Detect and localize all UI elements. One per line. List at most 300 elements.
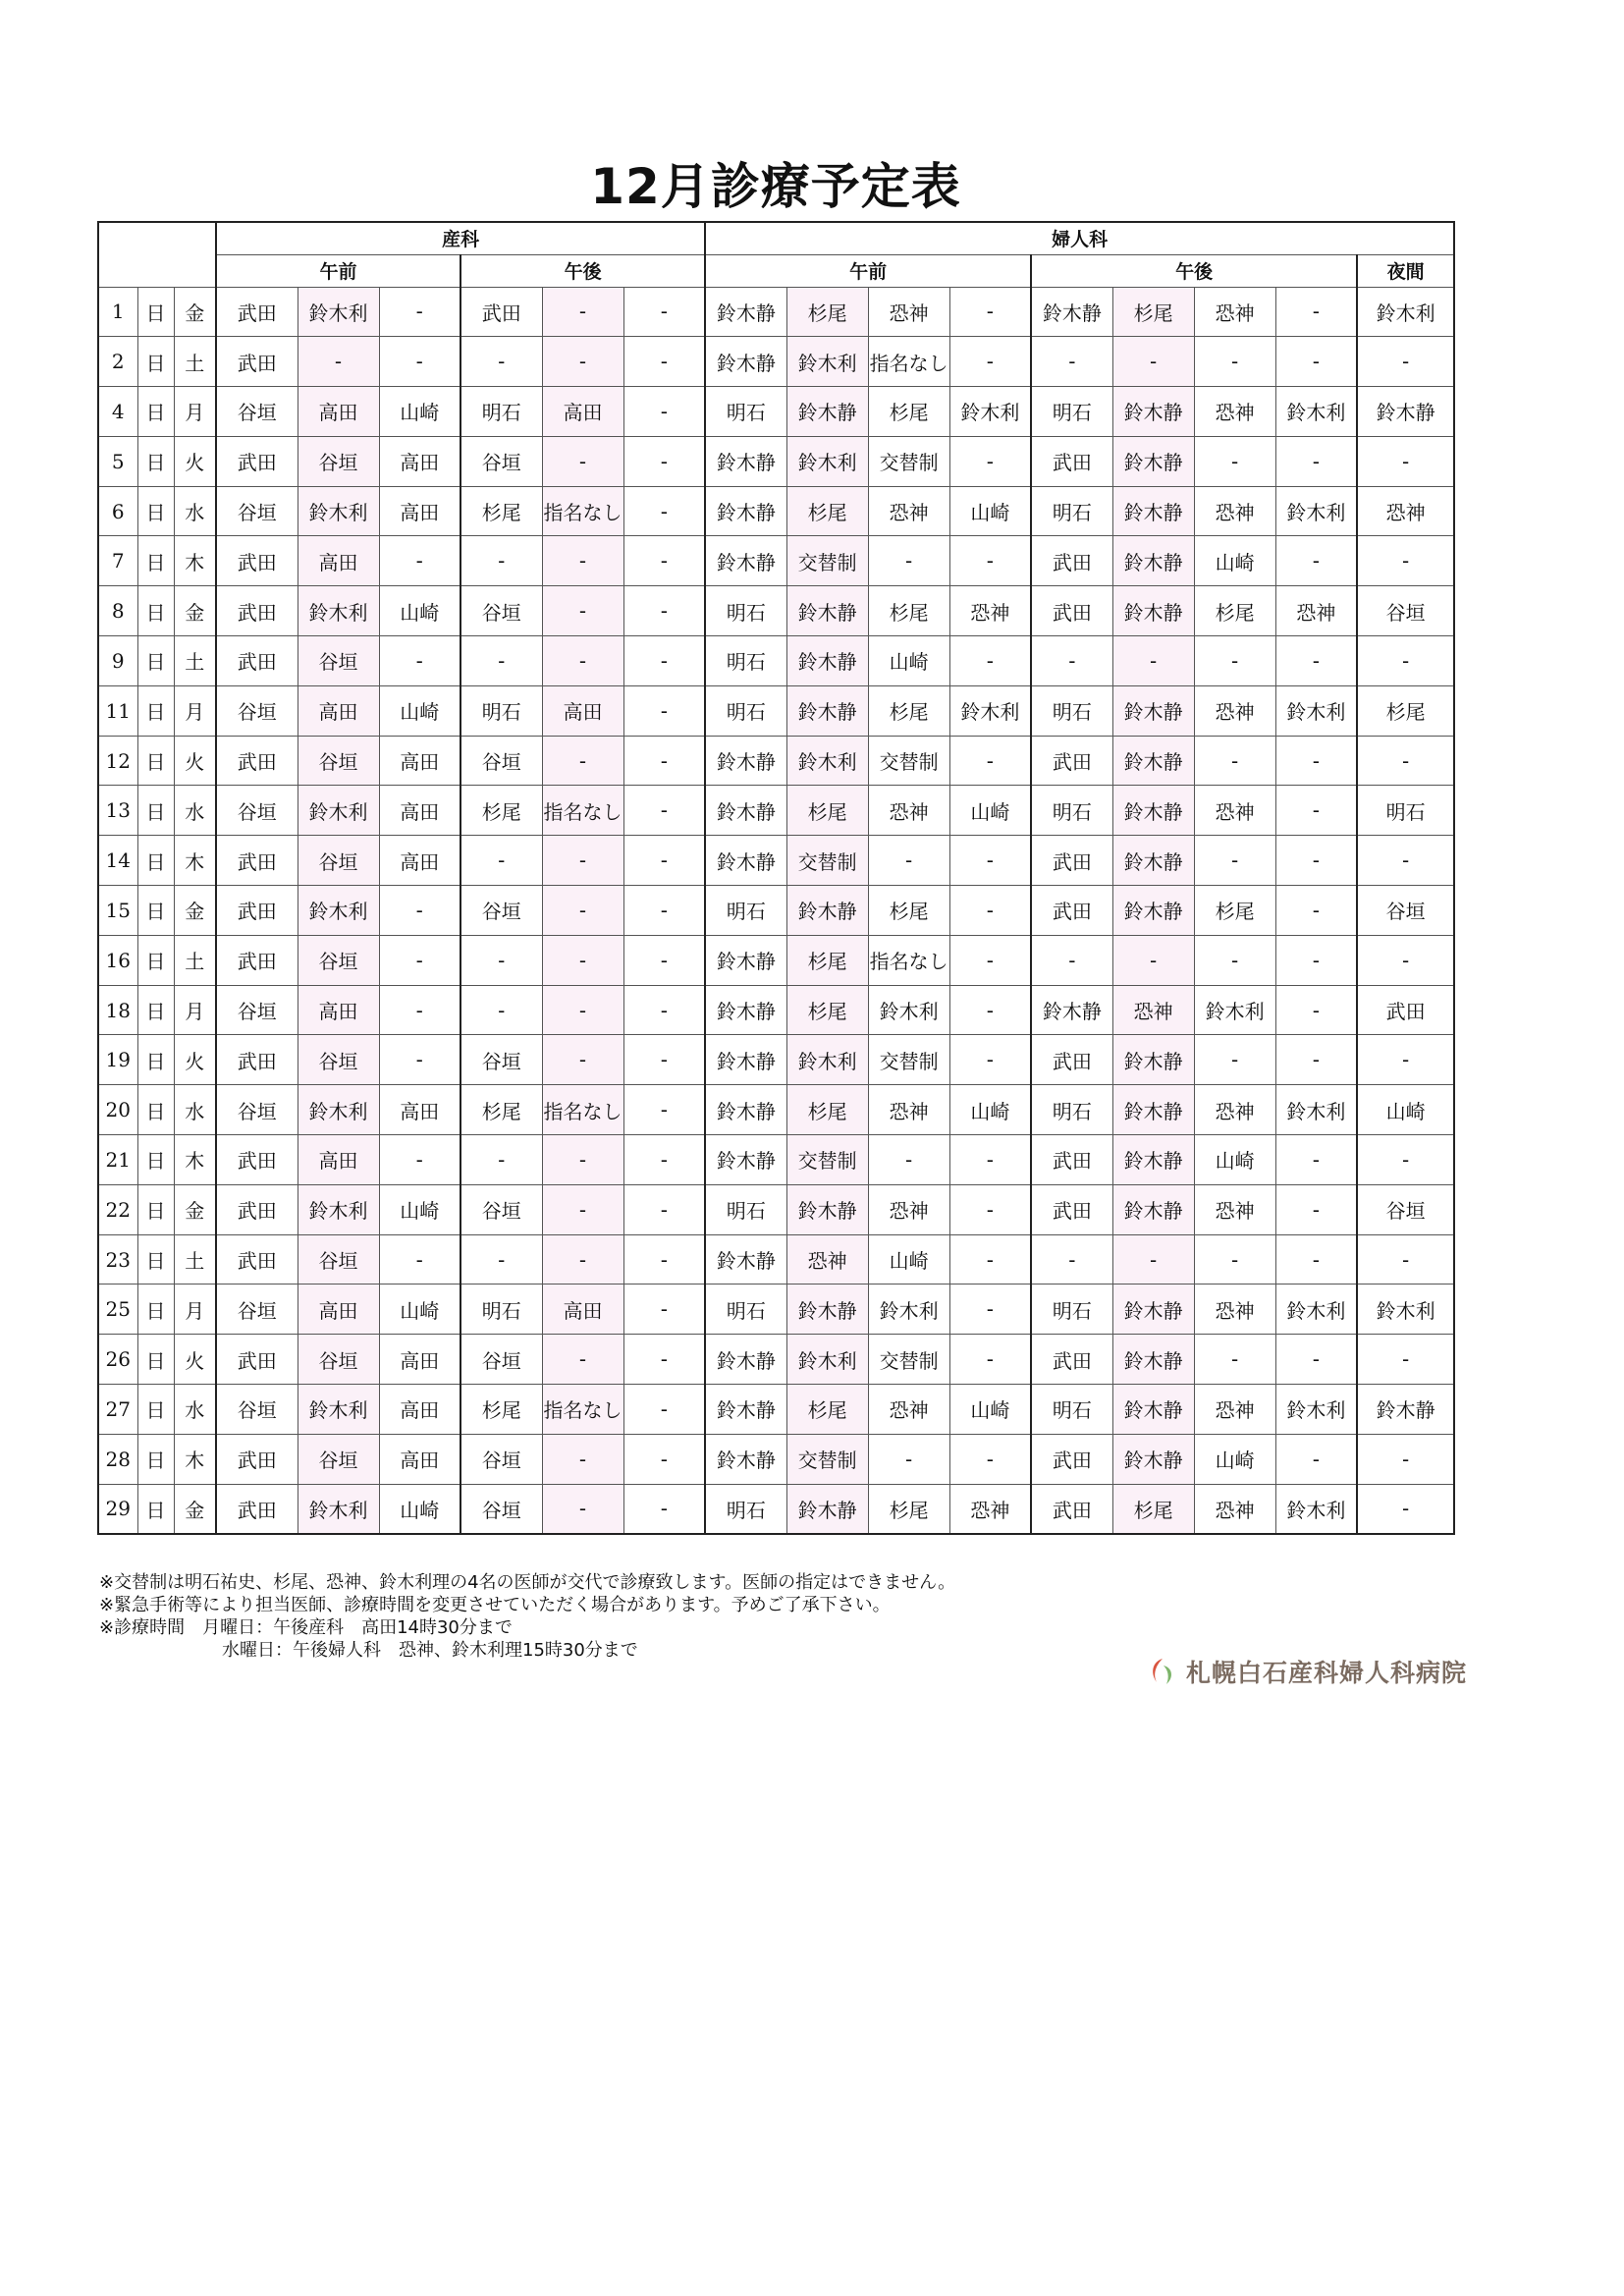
doctor-cell: 高田 (379, 736, 460, 786)
weekday-cell: 水 (174, 1385, 216, 1435)
date-cell: 23 (98, 1234, 137, 1285)
doctor-cell: - (949, 436, 1031, 486)
doctor-cell: 谷垣 (460, 436, 542, 486)
table-row (98, 736, 1454, 786)
doctor-cell: 高田 (379, 1385, 460, 1435)
doctor-cell: 鈴木利 (1275, 1085, 1357, 1135)
doctor-cell: - (949, 1035, 1031, 1085)
doctor-cell: 谷垣 (298, 1335, 379, 1385)
hospital-logo-icon (1147, 1656, 1178, 1687)
doctor-cell: 谷垣 (216, 387, 298, 437)
doctor-cell: 杉尾 (460, 486, 542, 536)
doctor-cell: - (1194, 1234, 1275, 1285)
doctor-cell: - (1194, 836, 1275, 886)
weekday-cell: 金 (174, 886, 216, 936)
doctor-cell: 谷垣 (1357, 1184, 1454, 1234)
doctor-cell: 谷垣 (460, 1184, 542, 1234)
doctor-cell: 鈴木静 (1112, 536, 1194, 586)
doctor-cell: 武田 (460, 287, 542, 337)
doctor-cell: 高田 (379, 1085, 460, 1135)
doctor-cell: 高田 (379, 836, 460, 886)
doctor-cell: 鈴木利 (786, 1335, 868, 1385)
doctor-cell: 明石 (1031, 1285, 1112, 1335)
doctor-cell: - (1275, 1335, 1357, 1385)
note-line: ※交替制は明石祐史、杉尾、恐神、鈴木利理の4名の医師が交代で診療致します。医師の指定はできません。 (99, 1572, 956, 1593)
doctor-cell: - (542, 1035, 623, 1085)
table-row (98, 536, 1454, 586)
doctor-cell: - (379, 1135, 460, 1185)
table-row (98, 337, 1454, 387)
doctor-cell: 山崎 (1194, 1434, 1275, 1484)
doctor-cell: - (1275, 1234, 1357, 1285)
doctor-cell: 杉尾 (460, 786, 542, 836)
doctor-cell: 武田 (1031, 536, 1112, 586)
doctor-cell: - (623, 1135, 705, 1185)
doctor-cell: 武田 (216, 736, 298, 786)
doctor-cell: 武田 (1031, 586, 1112, 636)
doctor-cell: 谷垣 (216, 685, 298, 736)
doctor-cell: 恐神 (1194, 387, 1275, 437)
doctor-cell: 鈴木利 (1194, 985, 1275, 1035)
doctor-cell: 杉尾 (786, 1085, 868, 1135)
hospital-name: 札幌白石産科婦人科病院 (1186, 1659, 1468, 1687)
doctor-cell: 鈴木静 (705, 1434, 786, 1484)
doctor-cell: 谷垣 (216, 985, 298, 1035)
doctor-cell: 山崎 (949, 1085, 1031, 1135)
doctor-cell: 谷垣 (460, 886, 542, 936)
doctor-cell: - (542, 586, 623, 636)
doctor-cell: 高田 (298, 1135, 379, 1185)
doctor-cell: 武田 (216, 1484, 298, 1534)
doctor-cell: 武田 (216, 935, 298, 985)
doctor-cell: 恐神 (868, 1085, 949, 1135)
doctor-cell: 高田 (379, 486, 460, 536)
doctor-cell: - (1194, 935, 1275, 985)
doctor-cell: - (868, 1434, 949, 1484)
weekday-cell: 土 (174, 1234, 216, 1285)
doctor-cell: 谷垣 (216, 1385, 298, 1435)
doctor-cell: 谷垣 (216, 786, 298, 836)
doctor-cell: - (623, 636, 705, 686)
doctor-cell: - (1275, 636, 1357, 686)
doctor-cell: - (379, 287, 460, 337)
doctor-cell: - (1275, 1434, 1357, 1484)
day-unit-cell: 日 (137, 1285, 174, 1335)
doctor-cell: - (460, 935, 542, 985)
doctor-cell: 鈴木利 (786, 1035, 868, 1085)
doctor-cell: 谷垣 (460, 1484, 542, 1534)
doctor-cell: 明石 (705, 1285, 786, 1335)
doctor-cell: 鈴木静 (705, 337, 786, 387)
weekday-cell: 金 (174, 287, 216, 337)
doctor-cell: 杉尾 (868, 685, 949, 736)
doctor-cell: - (542, 536, 623, 586)
doctor-cell: 杉尾 (868, 586, 949, 636)
doctor-cell: - (949, 1234, 1031, 1285)
doctor-cell: 鈴木利 (868, 1285, 949, 1335)
doctor-cell: 武田 (216, 287, 298, 337)
doctor-cell: - (542, 1335, 623, 1385)
doctor-cell: 鈴木静 (786, 636, 868, 686)
doctor-cell: - (1194, 337, 1275, 387)
date-cell: 28 (98, 1434, 137, 1484)
date-cell: 4 (98, 387, 137, 437)
table-row (98, 436, 1454, 486)
doctor-cell: 谷垣 (1357, 586, 1454, 636)
doctor-cell: 谷垣 (216, 1085, 298, 1135)
doctor-cell: 恐神 (1194, 1285, 1275, 1335)
doctor-cell: 杉尾 (786, 786, 868, 836)
doctor-cell: - (1194, 1335, 1275, 1385)
doctor-cell: - (1357, 1434, 1454, 1484)
doctor-cell: - (379, 1234, 460, 1285)
doctor-cell: 谷垣 (298, 736, 379, 786)
header-gynecology: 婦人科 (705, 222, 1454, 254)
weekday-cell: 月 (174, 985, 216, 1035)
doctor-cell: 高田 (542, 1285, 623, 1335)
doctor-cell: 鈴木利 (298, 287, 379, 337)
weekday-cell: 金 (174, 1184, 216, 1234)
doctor-cell: 高田 (298, 985, 379, 1035)
doctor-cell: 鈴木静 (1112, 436, 1194, 486)
doctor-cell: 高田 (542, 387, 623, 437)
doctor-cell: 高田 (298, 685, 379, 736)
doctor-cell: 交替制 (786, 536, 868, 586)
doctor-cell: 恐神 (1112, 985, 1194, 1035)
date-cell: 8 (98, 586, 137, 636)
doctor-cell: 鈴木静 (1112, 836, 1194, 886)
doctor-cell: 鈴木利 (949, 387, 1031, 437)
header-obstetrics-pm: 午後 (460, 254, 705, 287)
doctor-cell: - (949, 985, 1031, 1035)
weekday-cell: 火 (174, 736, 216, 786)
table-row (98, 1184, 1454, 1234)
table-row (98, 1335, 1454, 1385)
doctor-cell: - (623, 1484, 705, 1534)
doctor-cell: 高田 (542, 685, 623, 736)
doctor-cell: 指名なし (542, 786, 623, 836)
doctor-cell: - (542, 636, 623, 686)
doctor-cell: - (1357, 337, 1454, 387)
note-line: 水曜日：午後婦人科 恐神、鈴木利理15時30分まで (222, 1640, 638, 1661)
doctor-cell: 高田 (298, 536, 379, 586)
doctor-cell: 鈴木利 (298, 586, 379, 636)
doctor-cell: 交替制 (868, 1035, 949, 1085)
note-line: ※緊急手術等により担当医師、診療時間を変更させていただく場合があります。予めご了承下さい。 (99, 1595, 891, 1615)
doctor-cell: 谷垣 (298, 1434, 379, 1484)
doctor-cell: 武田 (1031, 836, 1112, 886)
doctor-cell: - (949, 536, 1031, 586)
doctor-cell: - (1357, 1484, 1454, 1534)
doctor-cell: 恐神 (868, 786, 949, 836)
day-unit-cell: 日 (137, 1434, 174, 1484)
day-unit-cell: 日 (137, 1385, 174, 1435)
doctor-cell: - (623, 1035, 705, 1085)
doctor-cell: 高田 (379, 1434, 460, 1484)
table-row (98, 1434, 1454, 1484)
doctor-cell: 恐神 (1275, 586, 1357, 636)
doctor-cell: - (1357, 736, 1454, 786)
weekday-cell: 水 (174, 786, 216, 836)
doctor-cell: - (623, 1385, 705, 1435)
weekday-cell: 水 (174, 1085, 216, 1135)
doctor-cell: 谷垣 (298, 1035, 379, 1085)
doctor-cell: - (542, 935, 623, 985)
doctor-cell: - (1357, 436, 1454, 486)
weekday-cell: 木 (174, 1434, 216, 1484)
doctor-cell: 鈴木静 (705, 436, 786, 486)
doctor-cell: 交替制 (868, 436, 949, 486)
doctor-cell: 鈴木静 (705, 786, 786, 836)
header-row-departments (98, 222, 1454, 254)
doctor-cell: 山崎 (1194, 536, 1275, 586)
doctor-cell: - (1275, 786, 1357, 836)
date-cell: 14 (98, 836, 137, 886)
day-unit-cell: 日 (137, 886, 174, 936)
doctor-cell: 鈴木利 (298, 1085, 379, 1135)
day-unit-cell: 日 (137, 1135, 174, 1185)
schedule-body (98, 287, 1454, 1534)
doctor-cell: - (623, 886, 705, 936)
doctor-cell: - (460, 337, 542, 387)
doctor-cell: - (1031, 935, 1112, 985)
doctor-cell: 武田 (216, 836, 298, 886)
doctor-cell: 鈴木静 (1112, 1035, 1194, 1085)
doctor-cell: 杉尾 (868, 387, 949, 437)
doctor-cell: 明石 (1031, 786, 1112, 836)
doctor-cell: - (623, 935, 705, 985)
date-cell: 21 (98, 1135, 137, 1185)
day-unit-cell: 日 (137, 387, 174, 437)
doctor-cell: - (1194, 436, 1275, 486)
table-row (98, 287, 1454, 337)
doctor-cell: 鈴木静 (705, 985, 786, 1035)
table-row (98, 786, 1454, 836)
doctor-cell: - (1357, 636, 1454, 686)
doctor-cell: - (868, 1135, 949, 1185)
day-unit-cell: 日 (137, 985, 174, 1035)
doctor-cell: 鈴木静 (1112, 586, 1194, 636)
doctor-cell: 鈴木静 (786, 586, 868, 636)
doctor-cell: 鈴木静 (705, 536, 786, 586)
date-cell: 13 (98, 786, 137, 836)
doctor-cell: 谷垣 (298, 636, 379, 686)
doctor-cell: 恐神 (949, 586, 1031, 636)
doctor-cell: 明石 (705, 387, 786, 437)
doctor-cell: 交替制 (786, 1434, 868, 1484)
day-unit-cell: 日 (137, 1035, 174, 1085)
doctor-cell: 武田 (216, 1184, 298, 1234)
date-cell: 19 (98, 1035, 137, 1085)
doctor-cell: 鈴木静 (786, 387, 868, 437)
weekday-cell: 火 (174, 1035, 216, 1085)
doctor-cell: 交替制 (786, 1135, 868, 1185)
doctor-cell: 杉尾 (1112, 1484, 1194, 1534)
doctor-cell: - (542, 436, 623, 486)
doctor-cell: 明石 (1031, 1085, 1112, 1135)
doctor-cell: - (1194, 636, 1275, 686)
doctor-cell: - (623, 337, 705, 387)
doctor-cell: 谷垣 (460, 1434, 542, 1484)
day-unit-cell: 日 (137, 786, 174, 836)
doctor-cell: 鈴木静 (1112, 1385, 1194, 1435)
doctor-cell: - (542, 985, 623, 1035)
doctor-cell: - (542, 287, 623, 337)
doctor-cell: - (379, 1035, 460, 1085)
date-cell: 18 (98, 985, 137, 1035)
doctor-cell: 谷垣 (216, 1285, 298, 1335)
doctor-cell: 谷垣 (298, 836, 379, 886)
table-row (98, 886, 1454, 936)
doctor-cell: 鈴木利 (868, 985, 949, 1035)
day-unit-cell: 日 (137, 836, 174, 886)
doctor-cell: 鈴木利 (786, 337, 868, 387)
table-row (98, 1135, 1454, 1185)
doctor-cell: - (1275, 337, 1357, 387)
hospital-logo (1147, 1654, 1467, 1689)
doctor-cell: 谷垣 (460, 586, 542, 636)
day-unit-cell: 日 (137, 1484, 174, 1534)
weekday-cell: 木 (174, 836, 216, 886)
doctor-cell: 杉尾 (868, 886, 949, 936)
doctor-cell: - (1275, 985, 1357, 1035)
doctor-cell: - (949, 1135, 1031, 1185)
weekday-cell: 土 (174, 337, 216, 387)
doctor-cell: - (542, 1184, 623, 1234)
table-row (98, 985, 1454, 1035)
header-gynecology-night: 夜間 (1357, 254, 1454, 287)
doctor-cell: 鈴木静 (705, 1135, 786, 1185)
doctor-cell: - (949, 736, 1031, 786)
doctor-cell: - (949, 287, 1031, 337)
date-cell: 20 (98, 1085, 137, 1135)
doctor-cell: 鈴木利 (298, 786, 379, 836)
weekday-cell: 月 (174, 685, 216, 736)
doctor-cell: 明石 (1031, 685, 1112, 736)
doctor-cell: 武田 (1031, 436, 1112, 486)
weekday-cell: 月 (174, 387, 216, 437)
day-unit-cell: 日 (137, 736, 174, 786)
doctor-cell: - (949, 636, 1031, 686)
doctor-cell: 鈴木静 (705, 287, 786, 337)
doctor-cell: - (623, 836, 705, 886)
doctor-cell: 鈴木静 (786, 1484, 868, 1534)
doctor-cell: 明石 (460, 1285, 542, 1335)
weekday-cell: 木 (174, 1135, 216, 1185)
doctor-cell: - (1275, 1184, 1357, 1234)
day-unit-cell: 日 (137, 685, 174, 736)
doctor-cell: 恐神 (949, 1484, 1031, 1534)
weekday-cell: 火 (174, 1335, 216, 1385)
doctor-cell: 山崎 (379, 1285, 460, 1335)
date-cell: 26 (98, 1335, 137, 1385)
doctor-cell: - (542, 337, 623, 387)
doctor-cell: 指名なし (542, 486, 623, 536)
day-unit-cell: 日 (137, 1085, 174, 1135)
doctor-cell: 鈴木利 (1275, 387, 1357, 437)
doctor-cell: 明石 (705, 1184, 786, 1234)
doctor-cell: 恐神 (1194, 287, 1275, 337)
doctor-cell: - (1194, 736, 1275, 786)
doctor-cell: 谷垣 (298, 1234, 379, 1285)
doctor-cell: 山崎 (1357, 1085, 1454, 1135)
doctor-cell: 山崎 (949, 786, 1031, 836)
doctor-cell: 鈴木利 (298, 1184, 379, 1234)
doctor-cell: - (1031, 636, 1112, 686)
doctor-cell: 明石 (705, 886, 786, 936)
table-row (98, 1035, 1454, 1085)
doctor-cell: 鈴木静 (705, 486, 786, 536)
doctor-cell: 鈴木利 (1275, 1385, 1357, 1435)
doctor-cell: - (542, 1234, 623, 1285)
doctor-cell: 鈴木利 (1357, 287, 1454, 337)
doctor-cell: - (868, 536, 949, 586)
doctor-cell: - (623, 1335, 705, 1385)
weekday-cell: 土 (174, 935, 216, 985)
doctor-cell: 山崎 (379, 586, 460, 636)
doctor-cell: 鈴木静 (1112, 387, 1194, 437)
date-cell: 11 (98, 685, 137, 736)
doctor-cell: - (1194, 1035, 1275, 1085)
doctor-cell: 鈴木利 (786, 736, 868, 786)
note-line: ※診療時間 月曜日：午後産科 高田14時30分まで (99, 1617, 513, 1638)
doctor-cell: 鈴木利 (1275, 1285, 1357, 1335)
doctor-cell: 指名なし (868, 337, 949, 387)
doctor-cell: 杉尾 (1194, 586, 1275, 636)
date-cell: 1 (98, 287, 137, 337)
doctor-cell: 鈴木静 (1357, 387, 1454, 437)
doctor-cell: - (542, 1434, 623, 1484)
doctor-cell: - (1275, 736, 1357, 786)
doctor-cell: 高田 (298, 387, 379, 437)
doctor-cell: - (623, 586, 705, 636)
doctor-cell: - (542, 1484, 623, 1534)
table-row (98, 586, 1454, 636)
doctor-cell: 武田 (1031, 1434, 1112, 1484)
doctor-cell: - (949, 836, 1031, 886)
doctor-cell: 鈴木静 (1112, 1335, 1194, 1385)
doctor-cell: 武田 (216, 886, 298, 936)
weekday-cell: 金 (174, 1484, 216, 1534)
doctor-cell: - (542, 1135, 623, 1185)
doctor-cell: - (1357, 1135, 1454, 1185)
doctor-cell: 鈴木利 (1275, 486, 1357, 536)
doctor-cell: 明石 (1031, 486, 1112, 536)
weekday-cell: 木 (174, 536, 216, 586)
date-cell: 2 (98, 337, 137, 387)
doctor-cell: - (949, 1335, 1031, 1385)
doctor-cell: - (1357, 935, 1454, 985)
doctor-cell: 杉尾 (786, 287, 868, 337)
doctor-cell: - (949, 337, 1031, 387)
doctor-cell: 武田 (216, 1135, 298, 1185)
doctor-cell: 鈴木静 (1031, 985, 1112, 1035)
doctor-cell: - (623, 1085, 705, 1135)
doctor-cell: - (623, 1234, 705, 1285)
doctor-cell: 杉尾 (1357, 685, 1454, 736)
doctor-cell: 杉尾 (1112, 287, 1194, 337)
doctor-cell: 杉尾 (786, 935, 868, 985)
doctor-cell: 山崎 (379, 1184, 460, 1234)
doctor-cell: 杉尾 (786, 985, 868, 1035)
doctor-cell: 武田 (216, 636, 298, 686)
doctor-cell: 山崎 (379, 387, 460, 437)
doctor-cell: 鈴木利 (1357, 1285, 1454, 1335)
doctor-cell: - (460, 536, 542, 586)
doctor-cell: - (298, 337, 379, 387)
doctor-cell: - (623, 1434, 705, 1484)
doctor-cell: 鈴木静 (1112, 685, 1194, 736)
